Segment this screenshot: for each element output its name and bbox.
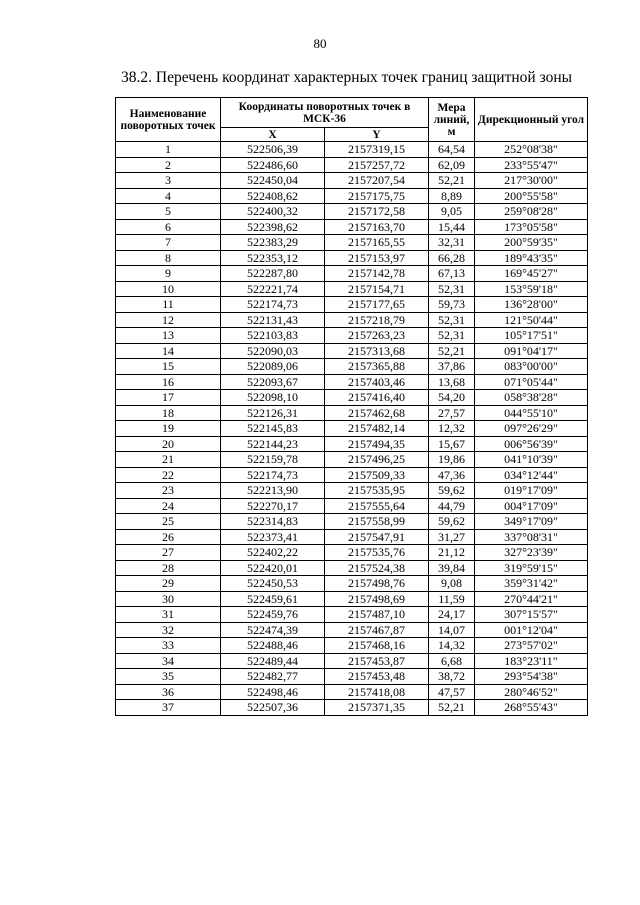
point-number-cell: 29: [116, 576, 221, 592]
x-coordinate-cell: 522489,44: [221, 653, 325, 669]
point-number-cell: 24: [116, 498, 221, 514]
y-coordinate-cell: 2157535,76: [325, 545, 429, 561]
y-coordinate-cell: 2157494,35: [325, 436, 429, 452]
line-length-cell: 27,57: [429, 405, 475, 421]
line-length-cell: 15,67: [429, 436, 475, 452]
x-coordinate-cell: 522103,83: [221, 328, 325, 344]
direction-angle-cell: 044°55'10": [475, 405, 588, 421]
y-coordinate-cell: 2157418,08: [325, 684, 429, 700]
line-length-cell: 39,84: [429, 560, 475, 576]
y-coordinate-cell: 2157509,33: [325, 467, 429, 483]
line-length-cell: 19,86: [429, 452, 475, 468]
x-coordinate-cell: 522400,32: [221, 204, 325, 220]
table-row: [116, 622, 588, 638]
table-row: [116, 359, 588, 375]
direction-angle-cell: 006°56'39": [475, 436, 588, 452]
point-number-cell: 23: [116, 483, 221, 499]
table-row: [116, 607, 588, 623]
point-number-cell: 36: [116, 684, 221, 700]
x-coordinate-cell: 522090,03: [221, 343, 325, 359]
header-coordinates: Координаты поворотных точек в МСК-36: [221, 98, 429, 128]
y-coordinate-cell: 2157263,23: [325, 328, 429, 344]
direction-angle-cell: 359°31'42": [475, 576, 588, 592]
direction-angle-cell: 327°23'39": [475, 545, 588, 561]
y-coordinate-cell: 2157498,76: [325, 576, 429, 592]
x-coordinate-cell: 522420,01: [221, 560, 325, 576]
x-coordinate-cell: 522507,36: [221, 700, 325, 716]
table-row: [116, 576, 588, 592]
direction-angle-cell: 083°00'00": [475, 359, 588, 375]
point-number-cell: 13: [116, 328, 221, 344]
header-x: X: [221, 128, 325, 142]
line-length-cell: 13,68: [429, 374, 475, 390]
direction-angle-cell: 200°59'35": [475, 235, 588, 251]
line-length-cell: 44,79: [429, 498, 475, 514]
x-coordinate-cell: 522159,78: [221, 452, 325, 468]
table-body: [116, 142, 588, 716]
point-number-cell: 9: [116, 266, 221, 282]
point-number-cell: 11: [116, 297, 221, 313]
line-length-cell: 12,32: [429, 421, 475, 437]
point-number-cell: 16: [116, 374, 221, 390]
table-row: [116, 421, 588, 437]
x-coordinate-cell: 522488,46: [221, 638, 325, 654]
y-coordinate-cell: 2157467,87: [325, 622, 429, 638]
coordinates-table: [115, 97, 588, 716]
line-length-cell: 6,68: [429, 653, 475, 669]
x-coordinate-cell: 522144,23: [221, 436, 325, 452]
table-row: [116, 142, 588, 158]
x-coordinate-cell: 522353,12: [221, 250, 325, 266]
point-number-cell: 12: [116, 312, 221, 328]
point-number-cell: 25: [116, 514, 221, 530]
x-coordinate-cell: 522093,67: [221, 374, 325, 390]
x-coordinate-cell: 522131,43: [221, 312, 325, 328]
table-row: [116, 405, 588, 421]
direction-angle-cell: 121°50'44": [475, 312, 588, 328]
x-coordinate-cell: 522373,41: [221, 529, 325, 545]
y-coordinate-cell: 2157524,38: [325, 560, 429, 576]
table-row: [116, 545, 588, 561]
y-coordinate-cell: 2157453,87: [325, 653, 429, 669]
line-length-cell: 52,31: [429, 281, 475, 297]
line-length-cell: 52,21: [429, 700, 475, 716]
table-row: [116, 638, 588, 654]
point-number-cell: 6: [116, 219, 221, 235]
line-length-cell: 14,07: [429, 622, 475, 638]
table-row: [116, 219, 588, 235]
table-row: [116, 700, 588, 716]
x-coordinate-cell: 522213,90: [221, 483, 325, 499]
point-number-cell: 8: [116, 250, 221, 266]
line-length-cell: 62,09: [429, 157, 475, 173]
table-row: [116, 235, 588, 251]
direction-angle-cell: 200°55'58": [475, 188, 588, 204]
point-number-cell: 2: [116, 157, 221, 173]
point-number-cell: 22: [116, 467, 221, 483]
x-coordinate-cell: 522270,17: [221, 498, 325, 514]
line-length-cell: 21,12: [429, 545, 475, 561]
line-length-cell: 32,31: [429, 235, 475, 251]
x-coordinate-cell: 522459,61: [221, 591, 325, 607]
point-number-cell: 34: [116, 653, 221, 669]
line-length-cell: 52,21: [429, 343, 475, 359]
direction-angle-cell: 034°12'44": [475, 467, 588, 483]
y-coordinate-cell: 2157154,71: [325, 281, 429, 297]
y-coordinate-cell: 2157498,69: [325, 591, 429, 607]
line-length-cell: 9,08: [429, 576, 475, 592]
table-row: [116, 266, 588, 282]
y-coordinate-cell: 2157365,88: [325, 359, 429, 375]
y-coordinate-cell: 2157371,35: [325, 700, 429, 716]
point-number-cell: 21: [116, 452, 221, 468]
x-coordinate-cell: 522174,73: [221, 467, 325, 483]
x-coordinate-cell: 522098,10: [221, 390, 325, 406]
line-length-cell: 59,62: [429, 514, 475, 530]
point-number-cell: 33: [116, 638, 221, 654]
table-row: [116, 436, 588, 452]
point-number-cell: 30: [116, 591, 221, 607]
x-coordinate-cell: 522450,53: [221, 576, 325, 592]
y-coordinate-cell: 2157416,40: [325, 390, 429, 406]
point-number-cell: 15: [116, 359, 221, 375]
x-coordinate-cell: 522506,39: [221, 142, 325, 158]
point-number-cell: 5: [116, 204, 221, 220]
table-row: [116, 281, 588, 297]
header-direction-angle: Дирекционный угол: [475, 98, 588, 142]
x-coordinate-cell: 522287,80: [221, 266, 325, 282]
point-number-cell: 18: [116, 405, 221, 421]
table-row: [116, 297, 588, 313]
table-row: [116, 173, 588, 189]
direction-angle-cell: 058°38'28": [475, 390, 588, 406]
line-length-cell: 52,31: [429, 328, 475, 344]
y-coordinate-cell: 2157558,99: [325, 514, 429, 530]
direction-angle-cell: 217°30'00": [475, 173, 588, 189]
direction-angle-cell: 337°08'31": [475, 529, 588, 545]
point-number-cell: 1: [116, 142, 221, 158]
y-coordinate-cell: 2157165,55: [325, 235, 429, 251]
y-coordinate-cell: 2157403,46: [325, 374, 429, 390]
line-length-cell: 64,54: [429, 142, 475, 158]
y-coordinate-cell: 2157177,65: [325, 297, 429, 313]
x-coordinate-cell: 522450,04: [221, 173, 325, 189]
line-length-cell: 59,62: [429, 483, 475, 499]
line-length-cell: 47,57: [429, 684, 475, 700]
x-coordinate-cell: 522482,77: [221, 669, 325, 685]
point-number-cell: 27: [116, 545, 221, 561]
line-length-cell: 37,86: [429, 359, 475, 375]
y-coordinate-cell: 2157172,58: [325, 204, 429, 220]
line-length-cell: 14,32: [429, 638, 475, 654]
x-coordinate-cell: 522398,62: [221, 219, 325, 235]
table-row: [116, 467, 588, 483]
y-coordinate-cell: 2157175,75: [325, 188, 429, 204]
y-coordinate-cell: 2157482,14: [325, 421, 429, 437]
table-row: [116, 374, 588, 390]
x-coordinate-cell: 522314,83: [221, 514, 325, 530]
point-number-cell: 28: [116, 560, 221, 576]
point-number-cell: 32: [116, 622, 221, 638]
table-row: [116, 452, 588, 468]
table-row: [116, 483, 588, 499]
line-length-cell: 66,28: [429, 250, 475, 266]
point-number-cell: 26: [116, 529, 221, 545]
y-coordinate-cell: 2157555,64: [325, 498, 429, 514]
table-row: [116, 669, 588, 685]
table-row: [116, 328, 588, 344]
y-coordinate-cell: 2157496,25: [325, 452, 429, 468]
direction-angle-cell: 105°17'51": [475, 328, 588, 344]
point-number-cell: 7: [116, 235, 221, 251]
point-number-cell: 37: [116, 700, 221, 716]
x-coordinate-cell: 522459,76: [221, 607, 325, 623]
x-coordinate-cell: 522408,62: [221, 188, 325, 204]
point-number-cell: 35: [116, 669, 221, 685]
direction-angle-cell: 349°17'09": [475, 514, 588, 530]
direction-angle-cell: 091°04'17": [475, 343, 588, 359]
direction-angle-cell: 153°59'18": [475, 281, 588, 297]
x-coordinate-cell: 522402,22: [221, 545, 325, 561]
point-number-cell: 31: [116, 607, 221, 623]
direction-angle-cell: 189°43'35": [475, 250, 588, 266]
table-row: [116, 591, 588, 607]
table-row: [116, 312, 588, 328]
x-coordinate-cell: 522174,73: [221, 297, 325, 313]
direction-angle-cell: 183°23'11": [475, 653, 588, 669]
y-coordinate-cell: 2157487,10: [325, 607, 429, 623]
page-number: 80: [313, 36, 327, 51]
point-number-cell: 19: [116, 421, 221, 437]
line-length-cell: 52,21: [429, 173, 475, 189]
line-length-cell: 15,44: [429, 219, 475, 235]
direction-angle-cell: 259°08'28": [475, 204, 588, 220]
line-length-cell: 31,27: [429, 529, 475, 545]
direction-angle-cell: 233°55'47": [475, 157, 588, 173]
line-length-cell: 38,72: [429, 669, 475, 685]
header-point-name: Наименование поворотных точек: [116, 98, 221, 142]
direction-angle-cell: 097°26'29": [475, 421, 588, 437]
direction-angle-cell: 169°45'27": [475, 266, 588, 282]
direction-angle-cell: 273°57'02": [475, 638, 588, 654]
line-length-cell: 8,89: [429, 188, 475, 204]
table-row: [116, 560, 588, 576]
line-length-cell: 59,73: [429, 297, 475, 313]
x-coordinate-cell: 522221,74: [221, 281, 325, 297]
line-length-cell: 54,20: [429, 390, 475, 406]
y-coordinate-cell: 2157453,48: [325, 669, 429, 685]
y-coordinate-cell: 2157207,54: [325, 173, 429, 189]
y-coordinate-cell: 2157535,95: [325, 483, 429, 499]
table-row: [116, 343, 588, 359]
header-y: Y: [325, 128, 429, 142]
line-length-cell: 67,13: [429, 266, 475, 282]
y-coordinate-cell: 2157163,70: [325, 219, 429, 235]
table-header: [116, 98, 588, 142]
table-row: [116, 529, 588, 545]
line-length-cell: 52,31: [429, 312, 475, 328]
point-number-cell: 20: [116, 436, 221, 452]
line-length-cell: 9,05: [429, 204, 475, 220]
x-coordinate-cell: 522486,60: [221, 157, 325, 173]
direction-angle-cell: 293°54'38": [475, 669, 588, 685]
table-row: [116, 250, 588, 266]
table-row: [116, 498, 588, 514]
line-length-cell: 24,17: [429, 607, 475, 623]
header-line-length: Мера линий, м: [429, 98, 475, 142]
direction-angle-cell: 270°44'21": [475, 591, 588, 607]
direction-angle-cell: 041°10'39": [475, 452, 588, 468]
table-row: [116, 514, 588, 530]
x-coordinate-cell: 522498,46: [221, 684, 325, 700]
table-row: [116, 188, 588, 204]
direction-angle-cell: 001°12'04": [475, 622, 588, 638]
y-coordinate-cell: 2157218,79: [325, 312, 429, 328]
direction-angle-cell: 019°17'09": [475, 483, 588, 499]
direction-angle-cell: 319°59'15": [475, 560, 588, 576]
y-coordinate-cell: 2157313,68: [325, 343, 429, 359]
y-coordinate-cell: 2157547,91: [325, 529, 429, 545]
point-number-cell: 10: [116, 281, 221, 297]
y-coordinate-cell: 2157153,97: [325, 250, 429, 266]
table-row: [116, 684, 588, 700]
x-coordinate-cell: 522474,39: [221, 622, 325, 638]
direction-angle-cell: 252°08'38": [475, 142, 588, 158]
y-coordinate-cell: 2157468,16: [325, 638, 429, 654]
line-length-cell: 47,36: [429, 467, 475, 483]
direction-angle-cell: 136°28'00": [475, 297, 588, 313]
x-coordinate-cell: 522126,31: [221, 405, 325, 421]
point-number-cell: 3: [116, 173, 221, 189]
table-row: [116, 204, 588, 220]
y-coordinate-cell: 2157142,78: [325, 266, 429, 282]
direction-angle-cell: 071°05'44": [475, 374, 588, 390]
direction-angle-cell: 307°15'57": [475, 607, 588, 623]
x-coordinate-cell: 522089,06: [221, 359, 325, 375]
y-coordinate-cell: 2157319,15: [325, 142, 429, 158]
x-coordinate-cell: 522383,29: [221, 235, 325, 251]
point-number-cell: 4: [116, 188, 221, 204]
point-number-cell: 17: [116, 390, 221, 406]
direction-angle-cell: 268°55'43": [475, 700, 588, 716]
table-row: [116, 157, 588, 173]
direction-angle-cell: 004°17'09": [475, 498, 588, 514]
y-coordinate-cell: 2157257,72: [325, 157, 429, 173]
direction-angle-cell: 280°46'52": [475, 684, 588, 700]
direction-angle-cell: 173°05'58": [475, 219, 588, 235]
table-row: [116, 390, 588, 406]
y-coordinate-cell: 2157462,68: [325, 405, 429, 421]
line-length-cell: 11,59: [429, 591, 475, 607]
point-number-cell: 14: [116, 343, 221, 359]
table-row: [116, 653, 588, 669]
section-heading: 38.2. Перечень координат характерных точек границ защитной зоны: [121, 69, 573, 86]
x-coordinate-cell: 522145,83: [221, 421, 325, 437]
